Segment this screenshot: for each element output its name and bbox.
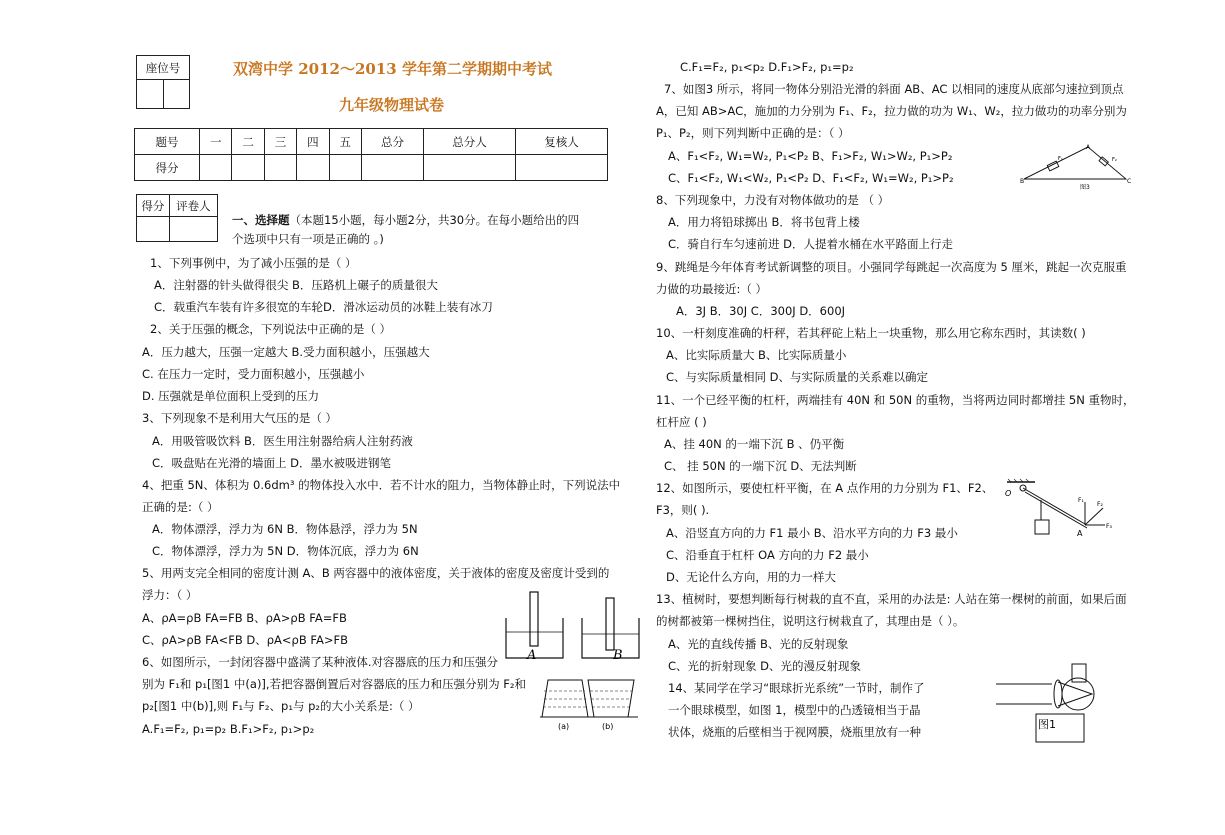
eye-model-caption: 图1: [1038, 718, 1056, 731]
question-line: 13、植树时，要想判断每行树栽的直不直，采用的办法是: 人站在第一棵树的前面，如果后面: [656, 592, 1127, 606]
exam-title: 双湾中学 2012～2013 学年第二学期期中考试: [233, 60, 552, 78]
lever-label-f2: F₂: [1097, 501, 1103, 508]
score-table-cell: 二: [232, 129, 264, 155]
lever-figure: [1005, 480, 1125, 540]
question-line: A．3J B．30J C．300J D．600J: [676, 304, 846, 318]
score-input-cell[interactable]: [424, 155, 516, 181]
question-line: C．骑自行车匀速前进 D．人提着水桶在水平路面上行走: [668, 237, 954, 251]
lever-label-a: A: [1077, 529, 1083, 538]
seat-cell: [137, 80, 164, 109]
incline-label-a: A: [1086, 144, 1091, 151]
exam-subtitle: 九年级物理试卷: [339, 96, 445, 114]
question-line: A、F₁<F₂, W₁=W₂, P₁<P₂ B、F₁>F₂, W₁>W₂, P₁>P₂: [668, 149, 953, 163]
question-line: C、与实际质量相同 D、与实际质量的关系难以确定: [666, 370, 929, 384]
question-line: 正确的是:（ ）: [142, 500, 219, 514]
score-input-cell[interactable]: [200, 155, 232, 181]
question-line: C、F₁<F₂, W₁<W₂, P₁<P₂ D、F₁<F₂, W₁=W₂, P₁>P₂: [668, 171, 954, 185]
score-table-cell: 五: [329, 129, 361, 155]
score-table-cell: 四: [297, 129, 329, 155]
score-table-cell: 题号: [135, 129, 200, 155]
question-line: 力做的功最接近:（ ）: [656, 282, 768, 296]
question-line: 1、下列事例中，为了减小压强的是（ ）: [150, 256, 357, 270]
score-table: [134, 128, 608, 181]
incline-label-c: C: [1127, 178, 1132, 185]
question-line: D、无论什么方向，用的力一样大: [666, 570, 836, 584]
lever-label-f3: F₃: [1106, 523, 1112, 530]
question-line: A．用力将铅球掷出 B．将书包背上楼: [668, 215, 860, 229]
grader-score-label: 得分: [137, 195, 170, 217]
score-table-score-row: [135, 155, 608, 181]
question-line: A．物体漂浮，浮力为 6N B．物体悬浮，浮力为 5N: [152, 522, 418, 536]
question-line: C、光的折射现象 D、光的漫反射现象: [668, 659, 862, 673]
grader-name-label: 评卷人: [169, 195, 217, 217]
seat-cell: [163, 80, 190, 109]
question-line: A、沿竖直方向的力 F1 最小 B、沿水平方向的力 F3 最小: [666, 526, 958, 540]
question-line: 一个眼球模型，如图 1，模型中的凸透镜相当于晶: [668, 703, 921, 717]
question-line: P₁、P₂，则下列判断中正确的是：（ ）: [656, 126, 850, 140]
score-table-header-row: [135, 129, 608, 155]
question-line: 9、跳绳是今年体育考试新调整的项目。小强同学每跳起一次高度为 5 厘米，跳起一次克服重: [656, 260, 1127, 274]
seat-number-box: [136, 55, 190, 109]
lever-label-o: O: [1005, 489, 1012, 498]
grader-cell: [169, 217, 217, 242]
container-a-label: (a): [558, 722, 570, 731]
question-line: C、 挂 50N 的一端下沉 D、无法判断: [664, 459, 857, 473]
incline-figure: [1020, 143, 1132, 191]
question-line: C、沿垂直于杠杆 OA 方向的力 F2 最小: [666, 548, 869, 562]
score-table-cell: 总分人: [424, 129, 516, 155]
question-line: 7、如图3 所示，将同一物体分别沿光滑的斜面 AB、AC 以相同的速度从底部匀速拉到顶点: [664, 82, 1124, 96]
hydrometer-figure: [503, 590, 643, 662]
score-table-cell: 复核人: [515, 129, 607, 155]
question-line: F3，则( ).: [656, 503, 710, 517]
score-table-cell: 得分: [135, 155, 200, 181]
question-line: A，已知 AB>AC，施加的力分别为 F₁、F₂，拉力做的功为 W₁、W₂，拉力做功的功率分别为: [656, 104, 1127, 118]
score-input-cell[interactable]: [264, 155, 296, 181]
beaker-b-label: B: [613, 648, 623, 663]
eye-model-figure: [996, 662, 1108, 742]
question-line: C.F₁=F₂, p₁<p₂ D.F₁>F₂, p₁=p₂: [680, 60, 854, 74]
question-line: A．注射器的针头做得很尖 B．压路机上碾子的质量很大: [154, 278, 438, 292]
question-line: 3、下列现象不是利用大气压的是（ ）: [142, 411, 337, 425]
incline-label-b: B: [1020, 178, 1025, 185]
question-line: 11、一个已经平衡的杠杆，两端挂有 40N 和 50N 的重物，当将两边同时都增挂 5N 重物时，: [656, 393, 1135, 407]
question-line: D. 压强就是单位面积上受到的压力: [142, 389, 320, 403]
container-figure: [540, 675, 640, 733]
question-line: A、光的直线传播 B、光的反射现象: [668, 637, 849, 651]
score-table-cell: 一: [200, 129, 232, 155]
question-line: 14、某同学在学习“眼球折光系统”一节时，制作了: [668, 681, 925, 695]
question-line: 状体，烧瓶的后壁相当于视网膜，烧瓶里放有一种: [668, 725, 921, 739]
grader-cell: [137, 217, 170, 242]
question-line: p₂[图1 中(b)],则 F₁与 F₂、p₁与 p₂的大小关系是:（ ）: [142, 699, 420, 713]
question-line: 的树都被第一棵树挡住，说明这行树栽直了，其理由是（ ）。: [656, 614, 965, 628]
question-line: C．物体漂浮，浮力为 5N D．物体沉底，浮力为 6N: [152, 544, 419, 558]
score-input-cell[interactable]: [329, 155, 361, 181]
question-line: 6、如图所示，一封闭容器中盛满了某种液体.对容器底的压力和压强分: [142, 655, 498, 669]
score-input-cell[interactable]: [297, 155, 329, 181]
question-line: 杠杆应 ( ): [656, 415, 707, 429]
question-line: 5、用两支完全相同的密度计测 A、B 两容器中的液体密度，关于液体的密度及密度计受到的: [142, 566, 610, 580]
question-line: C．吸盘贴在光滑的墙面上 D．墨水被吸进钢笔: [152, 456, 392, 470]
question-line: A．用吸管吸饮料 B．医生用注射器给病人注射药液: [152, 434, 413, 448]
score-input-cell[interactable]: [515, 155, 607, 181]
incline-fig-caption: 图3: [1080, 184, 1090, 191]
incline-label-f2: F₂: [1112, 157, 1117, 163]
beaker-a-label: A: [527, 648, 537, 663]
section1-heading: 一、选择题: [232, 213, 290, 227]
score-table-cell: 三: [264, 129, 296, 155]
score-input-cell[interactable]: [232, 155, 264, 181]
question-line: A、比实际质量大 B、比实际质量小: [666, 348, 847, 362]
question-line: A、ρA=ρB FA=FB B、ρA>ρB FA=FB: [142, 611, 347, 625]
question-line: 4、把重 5N、体积为 0.6dm³ 的物体投入水中．若不计水的阻力，当物体静止时，下列说法中: [142, 478, 621, 492]
section1-desc-cont: 个选项中只有一项是正确的 。): [232, 232, 384, 246]
score-input-cell[interactable]: [361, 155, 423, 181]
question-line: 10、一杆刻度准确的杆秤，若其秤砣上粘上一块重物，那么用它称东西时，其读数( ): [656, 326, 1086, 340]
question-line: C、ρA>ρB FA<FB D、ρA<ρB FA>FB: [142, 633, 348, 647]
question-line: 12、如图所示，要使杠杆平衡，在 A 点作用的力分别为 F1、F2、: [656, 481, 994, 495]
container-b-label: (b): [602, 722, 614, 731]
question-line: 别为 F₁和 p₁[图1 中(a)],若把容器倒置后对容器底的压力和压强分别为 F₂和: [142, 677, 526, 691]
incline-label-f1: F₁: [1058, 156, 1063, 162]
question-line: A.F₁=F₂, p₁=p₂ B.F₁>F₂, p₁>p₂: [142, 722, 315, 736]
question-line: 8、下列现象中，力没有对物体做功的是 （ ）: [656, 193, 890, 207]
grader-box: [136, 194, 218, 242]
question-line: A、挂 40N 的一端下沉 B 、仍平衡: [664, 437, 845, 451]
question-line: C．载重汽车装有许多很宽的车轮D．滑冰运动员的冰鞋上装有冰刀: [154, 300, 493, 314]
lever-label-f1: F₁: [1078, 497, 1084, 504]
question-line: 2、关于压强的概念，下列说法中正确的是（ ）: [150, 322, 391, 336]
question-line: A．压力越大，压强一定越大 B.受力面积越小，压强越大: [142, 345, 430, 359]
question-line: C. 在压力一定时，受力面积越小，压强越小: [142, 367, 365, 381]
section1-heading-line: [232, 213, 579, 227]
score-table-cell: 总分: [361, 129, 423, 155]
section1-desc: （本题15小题，每小题2分，共30分。在每小题给出的四: [289, 213, 580, 227]
seat-number-label: 座位号: [137, 56, 190, 80]
question-line: 浮力：（ ）: [142, 588, 198, 602]
